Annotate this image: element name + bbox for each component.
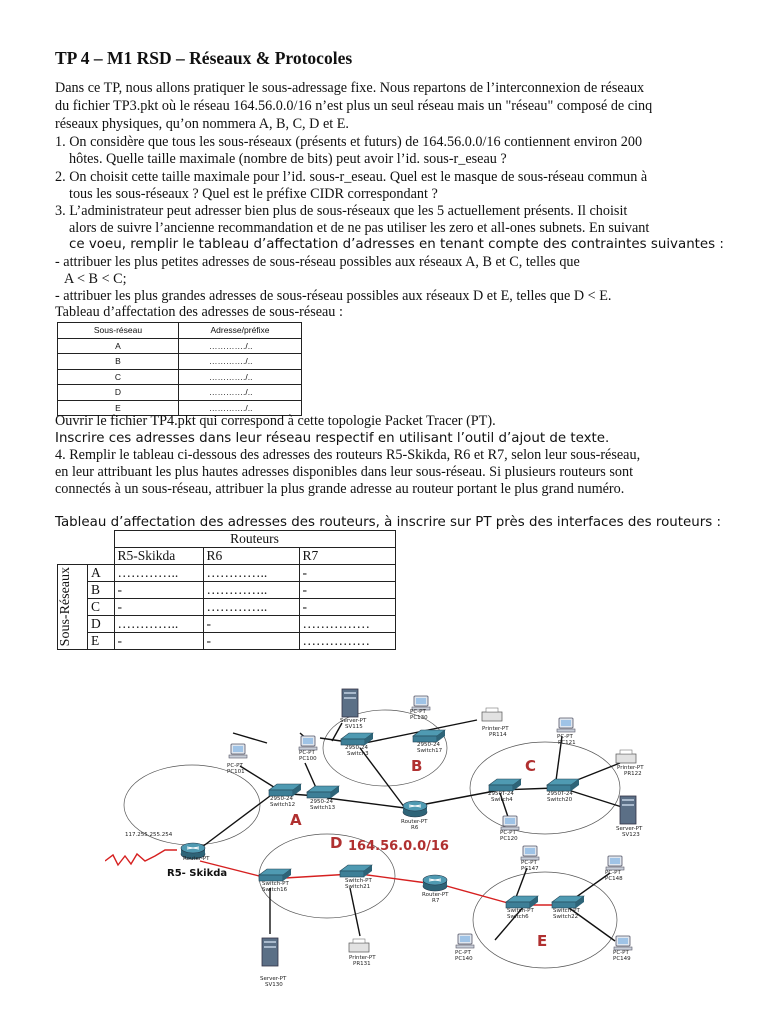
router-address-cell: ………….. (203, 582, 299, 599)
switch6-label-1: Switch-PT (507, 908, 534, 914)
r6-label-1: Router-PT (401, 819, 428, 825)
pc-icon (299, 736, 317, 750)
switch13-label-2: Switch13 (310, 805, 336, 811)
question-4-line-1: 4. Remplir le tableau ci-dessous des adresses des routeurs R5-Skikda, R6 et R7, selon leur sous-réseau, (55, 447, 641, 463)
r7-to-switch6-link (443, 885, 515, 905)
subnet-address-blank: …………./.. (179, 369, 302, 385)
router-address-cell: - (203, 616, 299, 633)
table-row (58, 354, 302, 370)
subnet-address-blank: …………./.. (179, 400, 302, 416)
server-icon (342, 689, 358, 717)
subnets-side-label: Sous-Réseaux (58, 567, 73, 647)
open-file-instruction: Ouvrir le fichier TP4.pkt qui correspond à cette topologie Packet Tracer (PT). (55, 413, 496, 429)
switch21-label-2: Switch21 (345, 884, 371, 890)
intro-line-1: Dans ce TP, nous allons pratiquer le sous-adressage fixe. Nous repartons de l’interconnexion de réseaux (55, 80, 645, 96)
printer-icon (616, 750, 636, 763)
pr114-label-2: PR114 (489, 732, 507, 738)
header-r7: R7 (299, 548, 395, 565)
table-row (58, 599, 396, 616)
pr131-label-2: PR131 (353, 961, 371, 967)
printer-icon (482, 708, 502, 721)
pc121-label-1: PC-PT (557, 734, 573, 740)
intro-line-2: du fichier TP3.pkt où le réseau 164.56.0.0/16 n’est plus un seul réseau mais un "réseau" composé de cinq (55, 98, 653, 114)
empty-cell (88, 548, 115, 565)
table-row (58, 565, 396, 582)
subnet-name: C (88, 599, 115, 616)
question-4-line-2: en leur attribuant les plus hautes adresses disponibles dans leur sous-réseau. Si plusieurs routeurs sont (55, 464, 634, 480)
switch17-label-1: 2950-24 (417, 742, 440, 748)
pc120-label-1: PC-PT (500, 830, 516, 836)
router-address-cell: - (299, 599, 395, 616)
pc100-label-2: PC100 (299, 756, 317, 762)
intro-line-3: réseaux physiques, qu’on nommera A, B, C, D et E. (55, 116, 349, 132)
inscribe-instruction: Inscrire ces adresses dans leur réseau respectif en utilisant l’outil d’ajout de texte. (55, 431, 610, 446)
network-address-label: 164.56.0.0/16 (348, 839, 449, 854)
router-address-cell: - (299, 565, 395, 582)
pc-icon (557, 718, 575, 732)
r5-type-label: Router-PT (183, 856, 210, 862)
router-address-cell: - (114, 599, 203, 616)
pc120-label-2: PC120 (500, 836, 518, 842)
subnet-name: D (58, 385, 179, 401)
table-row (58, 616, 396, 633)
table-row (58, 338, 302, 354)
question-3-line-1: 3. L’administrateur peut adresser bien plus de sous-réseaux que les 5 actuellement présents. Il choisit (55, 203, 628, 219)
pc-icon (614, 936, 632, 950)
switch-icon (259, 869, 291, 881)
pc100-label-1: PC-PT (299, 750, 315, 756)
question-3-line-3: ce voeu, remplir le tableau d’affectation d’adresses en tenant compte des contraintes suivantes : (69, 237, 724, 252)
switch16-label-1: Switch-PT (262, 881, 289, 887)
subnet-name: E (58, 400, 179, 416)
pc-icon (501, 816, 519, 830)
printer-icon (349, 939, 369, 952)
switch20-label-1: 2950T-24 (547, 791, 573, 797)
sv130-label-2: SV130 (265, 982, 283, 988)
router-address-cell: - (203, 633, 299, 650)
question-2-line-1: 2. On choisit cette taille maximale pour l’id. sous-r_eseau. Quel est le masque de sous-réseau commun à (55, 169, 648, 185)
empty-cell (58, 548, 88, 565)
empty-cell (88, 531, 115, 548)
switch-icon (552, 896, 584, 908)
pc101-label-2: PC101 (227, 769, 245, 775)
routers-group-header: Routeurs (114, 531, 395, 548)
router-address-table (57, 530, 396, 650)
router-icon (403, 801, 427, 817)
zone-d-label: D (330, 834, 343, 852)
subnet-name: C (58, 369, 179, 385)
zone-b-label: B (411, 757, 423, 775)
table-2-caption: Tableau d’affectation des adresses des routeurs, à inscrire sur PT près des interfaces des routeurs : (55, 515, 721, 530)
pc148-label-1: PC-PT (605, 870, 621, 876)
pc-icon (229, 744, 247, 758)
table-header-row (58, 531, 396, 548)
page-title: TP 4 – M1 RSD – Réseaux & Protocoles (55, 48, 353, 68)
subnet-name: E (88, 633, 115, 650)
table-row (58, 369, 302, 385)
pr114-label-1: Printer-PT (482, 726, 509, 732)
external-serial-link (105, 850, 177, 865)
pc149-label-1: PC-PT (613, 950, 629, 956)
r5-name-label: R5- Skikda (167, 868, 228, 879)
question-3-line-2: alors de suivre l’ancienne recommandation et de ne pas utiliser les zero et all-ones subnets. En suivant (69, 220, 650, 236)
pc149-label-2: PC149 (613, 956, 631, 962)
header-subnet: Sous-réseau (58, 323, 179, 339)
switch17-label-2: Switch17 (417, 748, 443, 754)
header-r6: R6 (203, 548, 299, 565)
switch16-label-2: Switch16 (262, 887, 288, 893)
table-header-row (58, 323, 302, 339)
table-header-row (58, 548, 396, 565)
zone-a-label: A (290, 811, 302, 829)
router-address-cell: …………… (299, 633, 395, 650)
pr131-label-1: Printer-PT (349, 955, 376, 961)
question-2-line-2: tous les sous-réseaux ? Quel est le préfixe CIDR correspondant ? (69, 186, 438, 202)
r7-label-2: R7 (432, 898, 440, 904)
pc147-label-1: PC-PT (521, 860, 537, 866)
zone-e-outline (473, 872, 617, 968)
header-address: Adresse/préfixe (179, 323, 302, 339)
switch21-label-1: Switch-PT (345, 878, 372, 884)
switch-icon (547, 779, 579, 791)
r6-label-2: R6 (411, 825, 419, 831)
switch-icon (341, 733, 373, 745)
switch-icon (506, 896, 538, 908)
pc140-label-1: PC-PT (455, 950, 471, 956)
subnet-name: A (58, 338, 179, 354)
switch22-label-1: Switch-PT (553, 908, 580, 914)
switch3-label-2: Switch3 (347, 751, 369, 757)
switch3-label-1: 2950-24 (345, 745, 368, 751)
constraint-1: - attribuer les plus petites adresses de sous-réseau possibles aux réseaux A, B et C, telles que (55, 254, 580, 270)
server-icon (262, 938, 278, 966)
zone-e-label: E (537, 932, 548, 950)
switch6-label-2: Switch6 (507, 914, 529, 920)
pr122-label-1: Printer-PT (617, 765, 644, 771)
subnet-name: A (88, 565, 115, 582)
subnet-assignment-table (57, 322, 302, 416)
router-address-cell: - (114, 633, 203, 650)
pc140-label-2: PC140 (455, 956, 473, 962)
switch4-label-1: 2950T-24 (488, 791, 514, 797)
subnet-name: B (88, 582, 115, 599)
switch20-label-2: Switch20 (547, 797, 573, 803)
pr122-label-2: PR122 (624, 771, 642, 777)
network-topology-diagram (105, 678, 660, 1013)
router-icon (423, 875, 447, 891)
table-row (58, 582, 396, 599)
switch22-label-2: Switch22 (553, 914, 579, 920)
sv123-label-2: SV123 (622, 832, 640, 838)
pc-icon (606, 856, 624, 870)
router-address-cell: ………….. (114, 616, 203, 633)
question-1-line-2: hôtes. Quelle taille maximale (nombre de bits) peut avoir l’id. sous-r_eseau ? (69, 151, 507, 167)
table-row (58, 633, 396, 650)
table-row (58, 385, 302, 401)
question-1-line-1: 1. On considère que tous les sous-réseaux (présents et futurs) de 164.56.0.0/16 contiennent environ 200 (55, 134, 643, 150)
server-icon (620, 796, 636, 824)
subnets-side-header (58, 565, 88, 650)
pc148-label-2: PC148 (605, 876, 623, 882)
sv123-label-1: Server-PT (616, 826, 643, 832)
constraint-2: - attribuer les plus grandes adresses de sous-réseau possibles aux réseaux D et E, telles que D < E. (55, 288, 612, 304)
zone-c-label: C (525, 757, 537, 775)
router-address-cell: - (114, 582, 203, 599)
sv115-label-2: SV115 (345, 724, 363, 730)
table-1-caption: Tableau d’affectation des adresses de sous-réseau : (55, 304, 343, 320)
subnet-name: B (58, 354, 179, 370)
pc101-label-1: PC-PT (227, 763, 243, 769)
pc-icon (412, 696, 430, 710)
pc130-label-1: PC-PT (410, 709, 426, 715)
external-ip-label: 117.255.255.254 (125, 832, 173, 838)
constraint-1-order: A < B < C; (64, 271, 127, 287)
pc130-label-2: PC130 (410, 715, 428, 721)
switch12-label-1: 2950-24 (270, 796, 293, 802)
question-4-line-3: connectés à un sous-réseau, attribuer la plus grande adresse au routeur portant le plus grand numéro. (55, 481, 625, 497)
r7-label-1: Router-PT (422, 892, 449, 898)
sv115-label-1: Server-PT (340, 718, 367, 724)
subnet-address-blank: …………./.. (179, 354, 302, 370)
switch13-label-1: 2950-24 (310, 799, 333, 805)
subnet-address-blank: …………./.. (179, 385, 302, 401)
pc121-label-2: PC121 (558, 740, 576, 746)
pc-icon (521, 846, 539, 860)
router-address-cell: ………….. (114, 565, 203, 582)
switch4-label-2: Switch4 (491, 797, 513, 803)
router-address-cell: ………….. (203, 599, 299, 616)
subnet-name: D (88, 616, 115, 633)
router-address-cell: ………….. (203, 565, 299, 582)
sv130-label-1: Server-PT (260, 976, 287, 982)
header-r5: R5-Skikda (114, 548, 203, 565)
subnet-address-blank: …………./.. (179, 338, 302, 354)
pc-icon (456, 934, 474, 948)
empty-cell (58, 531, 88, 548)
switch-icon (307, 786, 339, 798)
switch12-label-2: Switch12 (270, 802, 296, 808)
router-address-cell: …………… (299, 616, 395, 633)
pc147-label-2: PC147 (521, 866, 539, 872)
router-address-cell: - (299, 582, 395, 599)
